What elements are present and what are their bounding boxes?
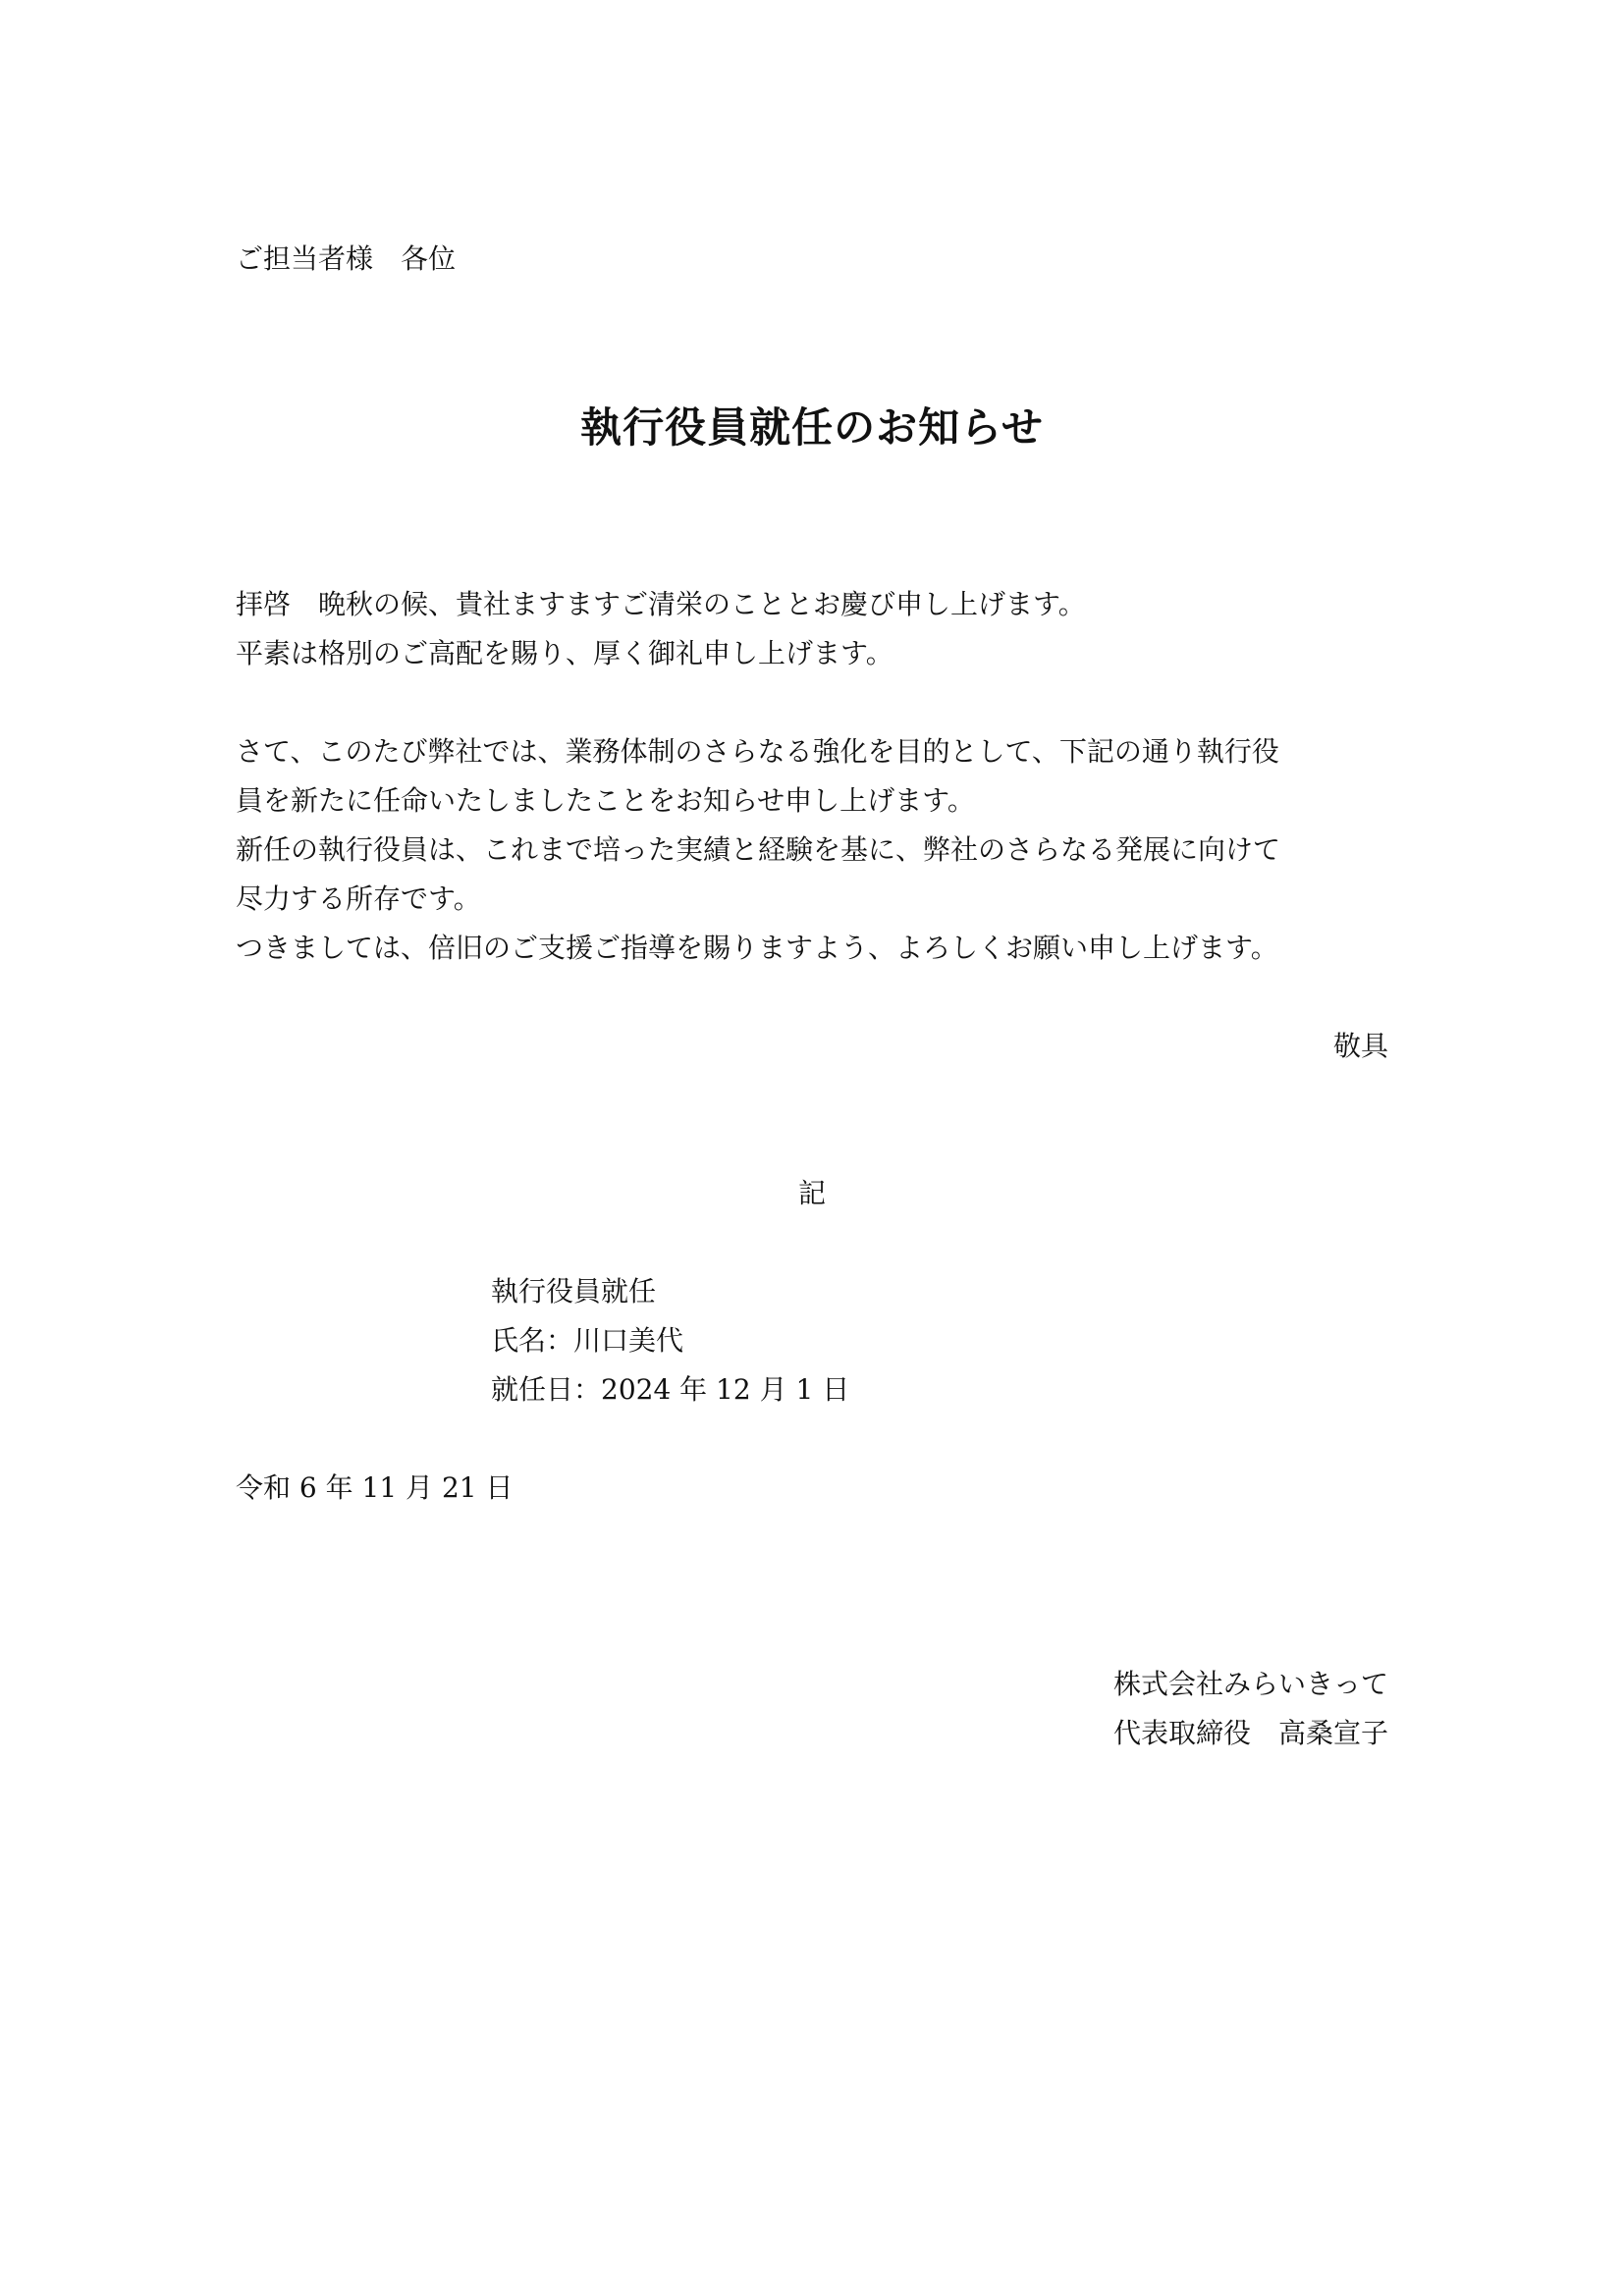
document-title: 執行役員就任のお知らせ bbox=[580, 403, 1044, 452]
closing: 敬具 bbox=[1332, 1030, 1388, 1062]
record-item-position: 執行役員就任 bbox=[491, 1275, 657, 1308]
sender-representative: 代表取締役 高桑宣子 bbox=[1112, 1717, 1388, 1749]
record-heading: 記 bbox=[797, 1177, 826, 1209]
record-item-name: 氏名：川口美代 bbox=[491, 1324, 684, 1357]
sender-company: 株式会社みらいきって bbox=[1112, 1668, 1388, 1700]
greeting-line-2: 平素は格別のご高配を賜り、厚く御礼申し上げます。 bbox=[236, 637, 893, 669]
body-line-5: つきましては、倍旧のご支援ご指導を賜りますよう、よろしくお願い申し上げます。 bbox=[236, 932, 1278, 964]
addressee: ご担当者様 各位 bbox=[236, 242, 457, 275]
body-line-3: 新任の執行役員は、これまで培った実績と経験を基に、弊社のさらなる発展に向けて bbox=[236, 833, 1281, 866]
issue-date: 令和 6 年 11 月 21 日 bbox=[236, 1471, 514, 1504]
body-line-1: さて、このたび弊社では、業務体制のさらなる強化を目的として、下記の通り執行役 bbox=[236, 735, 1279, 768]
body-line-4: 尽力する所存です。 bbox=[236, 882, 481, 915]
record-item-date: 就任日：2024 年 12 月 1 日 bbox=[491, 1373, 850, 1406]
greeting-line-1: 拝啓 晩秋の候、貴社ますますご清栄のこととお慶び申し上げます。 bbox=[236, 588, 1086, 620]
body-line-2: 員を新たに任命いたしましたことをお知らせ申し上げます。 bbox=[236, 784, 975, 817]
